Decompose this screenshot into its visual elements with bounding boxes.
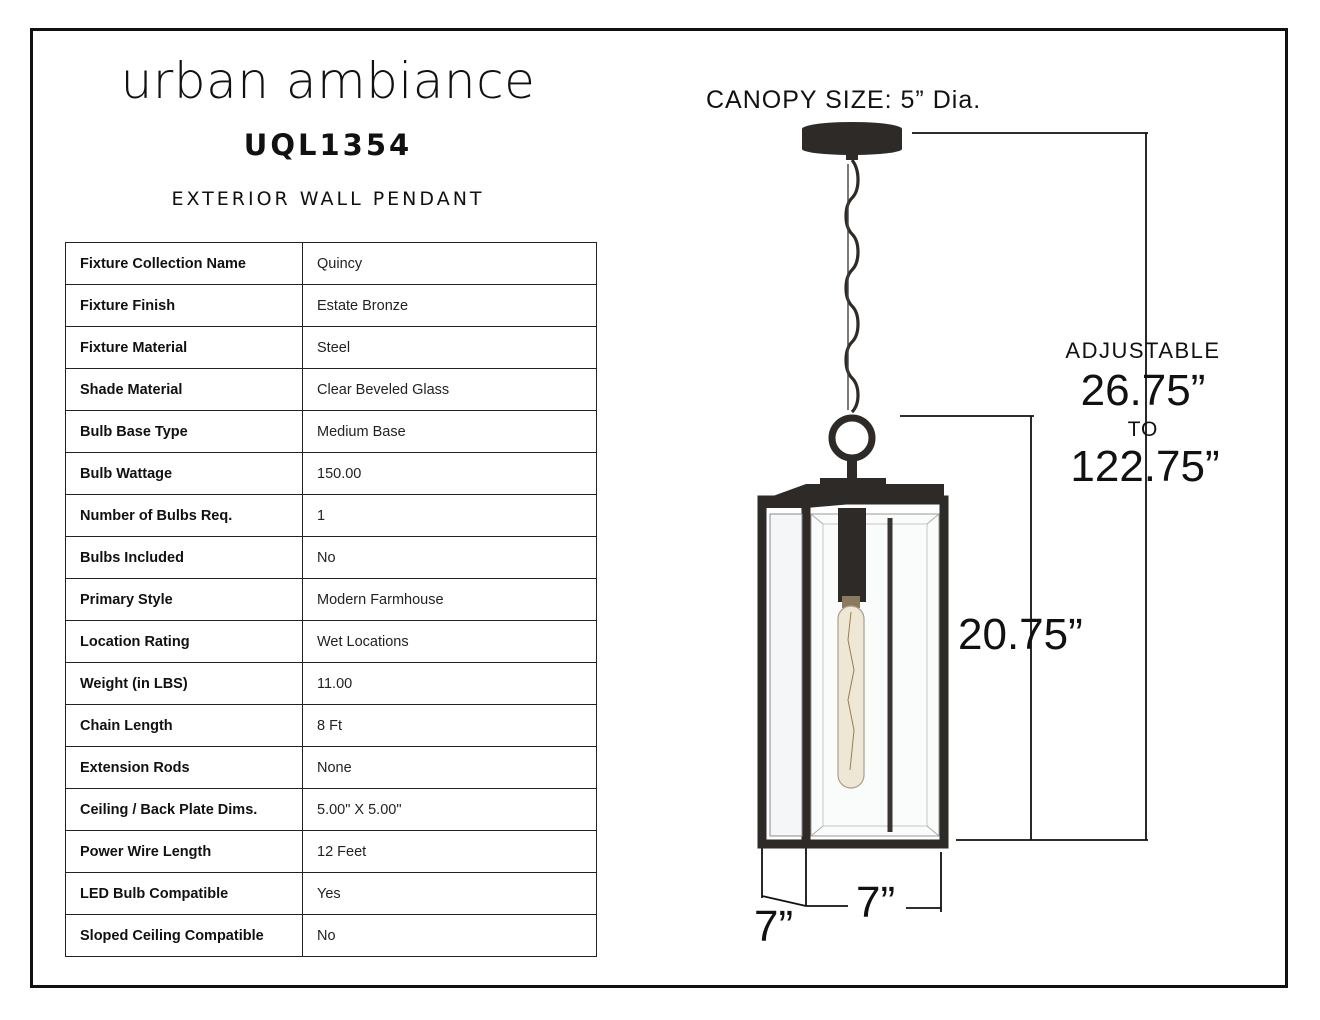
fixture-height-value: 20.75” (958, 610, 1083, 659)
spec-value: No (303, 915, 597, 957)
spec-value: Estate Bronze (303, 285, 597, 327)
spec-label: Extension Rods (66, 747, 303, 789)
spec-value: None (303, 747, 597, 789)
model-number: UQL1354 (243, 128, 413, 162)
spec-value: 8 Ft (303, 705, 597, 747)
spec-value: Quincy (303, 243, 597, 285)
spec-label: Ceiling / Back Plate Dims. (66, 789, 303, 831)
spec-value: 12 Feet (303, 831, 597, 873)
spec-value: Clear Beveled Glass (303, 369, 597, 411)
spec-label: Weight (in LBS) (66, 663, 303, 705)
spec-label: Primary Style (66, 579, 303, 621)
spec-value: No (303, 537, 597, 579)
spec-value: 150.00 (303, 453, 597, 495)
spec-value: Wet Locations (303, 621, 597, 663)
fixture-width-value: 7” (856, 878, 896, 927)
spec-label: Location Rating (66, 621, 303, 663)
fixture-depth-value: 7” (754, 902, 794, 951)
brand-logo: urban ambiance (120, 52, 536, 110)
canopy (802, 122, 902, 160)
spec-value: 11.00 (303, 663, 597, 705)
spec-label: Bulbs Included (66, 537, 303, 579)
spec-value: Steel (303, 327, 597, 369)
spec-label: LED Bulb Compatible (66, 873, 303, 915)
spec-label: Bulb Base Type (66, 411, 303, 453)
spec-label: Bulb Wattage (66, 453, 303, 495)
product-type: EXTERIOR WALL PENDANT (171, 188, 485, 210)
spec-value: Modern Farmhouse (303, 579, 597, 621)
spec-label: Number of Bulbs Req. (66, 495, 303, 537)
spec-value: Medium Base (303, 411, 597, 453)
spec-label: Power Wire Length (66, 831, 303, 873)
spec-value: 5.00" X 5.00" (303, 789, 597, 831)
spec-label: Fixture Finish (66, 285, 303, 327)
min-height-value: 26.75” (1080, 366, 1206, 415)
spec-label: Sloped Ceiling Compatible (66, 915, 303, 957)
adjustable-label: ADJUSTABLE (1065, 338, 1221, 363)
spec-label: Chain Length (66, 705, 303, 747)
hanging-ring (832, 418, 872, 480)
canopy-size-label: CANOPY SIZE: 5” Dia. (706, 86, 982, 114)
spec-value: 1 (303, 495, 597, 537)
spec-label: Fixture Collection Name (66, 243, 303, 285)
to-label: TO (1127, 418, 1159, 441)
spec-value: Yes (303, 873, 597, 915)
chain (846, 160, 858, 412)
bulb (838, 596, 864, 788)
spec-label: Shade Material (66, 369, 303, 411)
spec-label: Fixture Material (66, 327, 303, 369)
max-height-value: 122.75” (1070, 442, 1220, 491)
